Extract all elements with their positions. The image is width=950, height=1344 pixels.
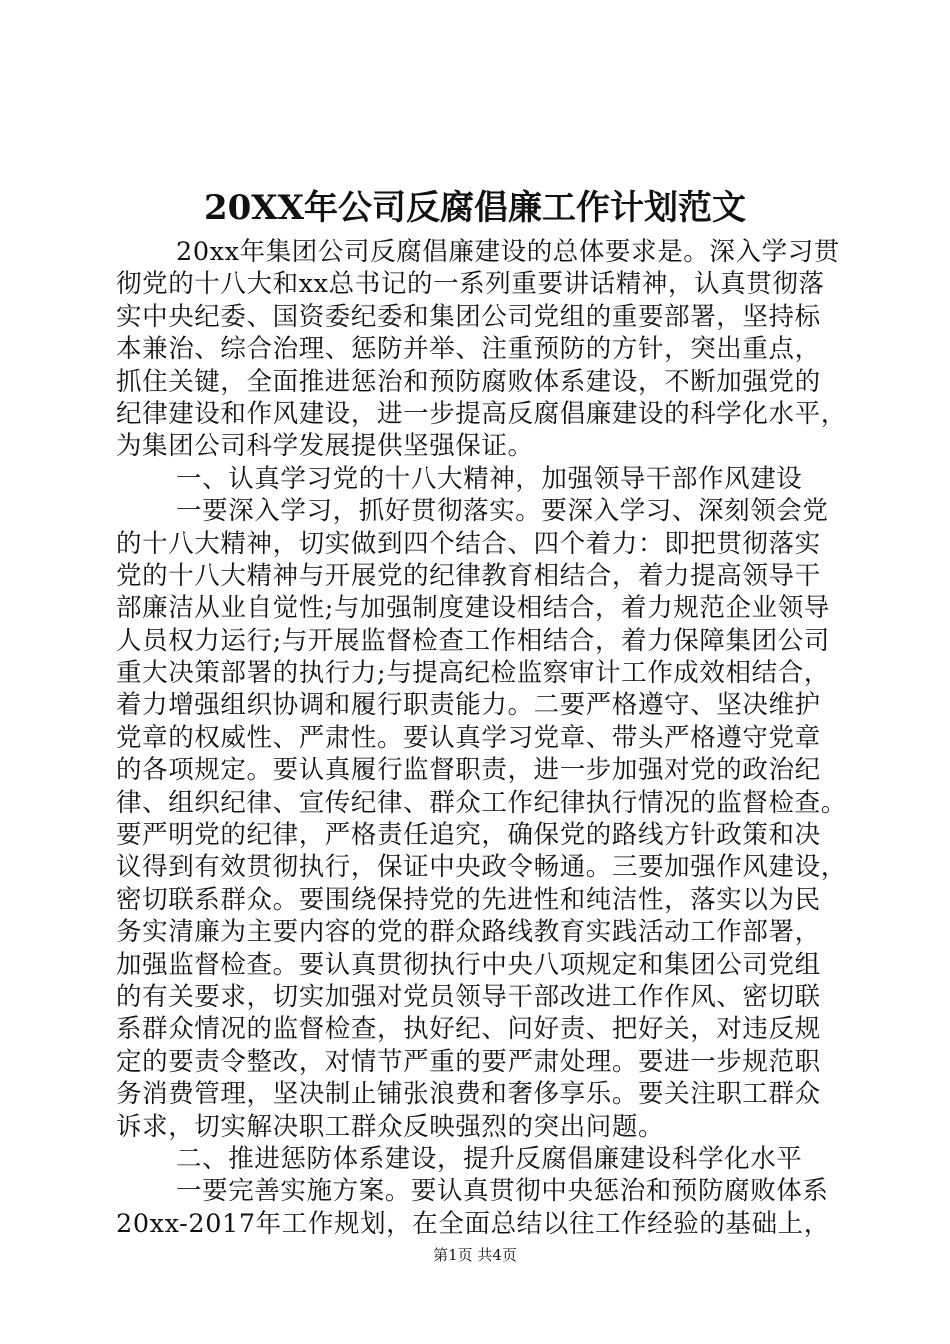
text-line: 重大决策部署的执行力;与提高纪检监察审计工作成效相结合， <box>116 658 830 689</box>
text-line: 部廉洁从业自觉性;与加强制度建设相结合，着力规范企业领导 <box>116 593 830 624</box>
text-line: 实中央纪委、国资委纪委和集团公司党组的重要部署，坚持标 <box>116 301 821 332</box>
text-line: 一要完善实施方案。要认真贯彻中央惩治和预防腐败体系 <box>176 1176 829 1207</box>
text-line: 抓住关键，全面推进惩治和预防腐败体系建设，不断加强党的 <box>116 366 821 397</box>
text-line: 密切联系群众。要围绕保持党的先进性和纯洁性，落实以为民 <box>116 884 821 915</box>
text-line: 的十八大精神，切实做到四个结合、四个着力：即把贯彻落实 <box>116 528 821 559</box>
text-line: 着力增强组织协调和履行职责能力。二要严格遵守、坚决维护 <box>116 690 821 721</box>
body-text <box>116 236 846 1240</box>
text-line: 党章的权威性、严肃性。要认真学习党章、带头严格遵守党章 <box>116 722 821 753</box>
text-line: 彻党的十八大和xx总书记的一系列重要讲话精神，认真贯彻落 <box>116 269 825 300</box>
text-line: 20xx-2017年工作规划，在全面总结以往工作经验的基础上， <box>116 1208 830 1239</box>
text-line: 本兼治、综合治理、惩防并举、注重预防的方针，突出重点， <box>116 334 821 365</box>
text-line: 系群众情况的监督检查，执好纪、问好责、把好关，对违反规 <box>116 1014 821 1045</box>
text-line: 务消费管理，坚决制止铺张浪费和奢侈享乐。要关注职工群众 <box>116 1079 821 1110</box>
text-line: 律、组织纪律、宣传纪律、群众工作纪律执行情况的监督检查。 <box>116 787 847 818</box>
text-line: 加强监督检查。要认真贯彻执行中央八项规定和集团公司党组 <box>116 949 821 980</box>
text-line: 党的十八大精神与开展党的纪律教育相结合，着力提高领导干 <box>116 560 821 591</box>
text-line: 为集团公司科学发展提供坚强保证。 <box>116 431 534 462</box>
text-line: 诉求，切实解决职工群众反映强烈的突出问题。 <box>116 1111 665 1142</box>
page-title: 20XX年公司反腐倡廉工作计划范文 <box>203 188 747 228</box>
text-line: 二、推进惩防体系建设，提升反腐倡廉建设科学化水平 <box>176 1143 803 1174</box>
text-line: 的有关要求，切实加强对党员领导干部改进工作作风、密切联 <box>116 981 821 1012</box>
text-line: 议得到有效贯彻执行，保证中央政令畅通。三要加强作风建设， <box>116 852 847 883</box>
text-line: 定的要责令整改，对情节严重的要严肃处理。要进一步规范职 <box>116 1046 821 1077</box>
page-footer: 第1页 共4页 <box>433 1246 517 1264</box>
text-line: 人员权力运行;与开展监督检查工作相结合，着力保障集团公司 <box>116 625 830 656</box>
text-line: 要严明党的纪律，严格责任追究，确保党的路线方针政策和决 <box>116 820 821 851</box>
text-line: 务实清廉为主要内容的党的群众路线教育实践活动工作部署， <box>116 917 821 948</box>
text-line: 纪律建设和作风建设，进一步提高反腐倡廉建设的科学化水平， <box>116 398 847 429</box>
text-line: 一、认真学习党的十八大精神，加强领导干部作风建设 <box>176 463 803 494</box>
text-line: 的各项规定。要认真履行监督职责，进一步加强对党的政治纪 <box>116 755 821 786</box>
text-line: 一要深入学习，抓好贯彻落实。要深入学习、深刻领会党 <box>176 496 829 527</box>
text-line: 20xx年集团公司反腐倡廉建设的总体要求是。深入学习贯 <box>176 237 840 267</box>
